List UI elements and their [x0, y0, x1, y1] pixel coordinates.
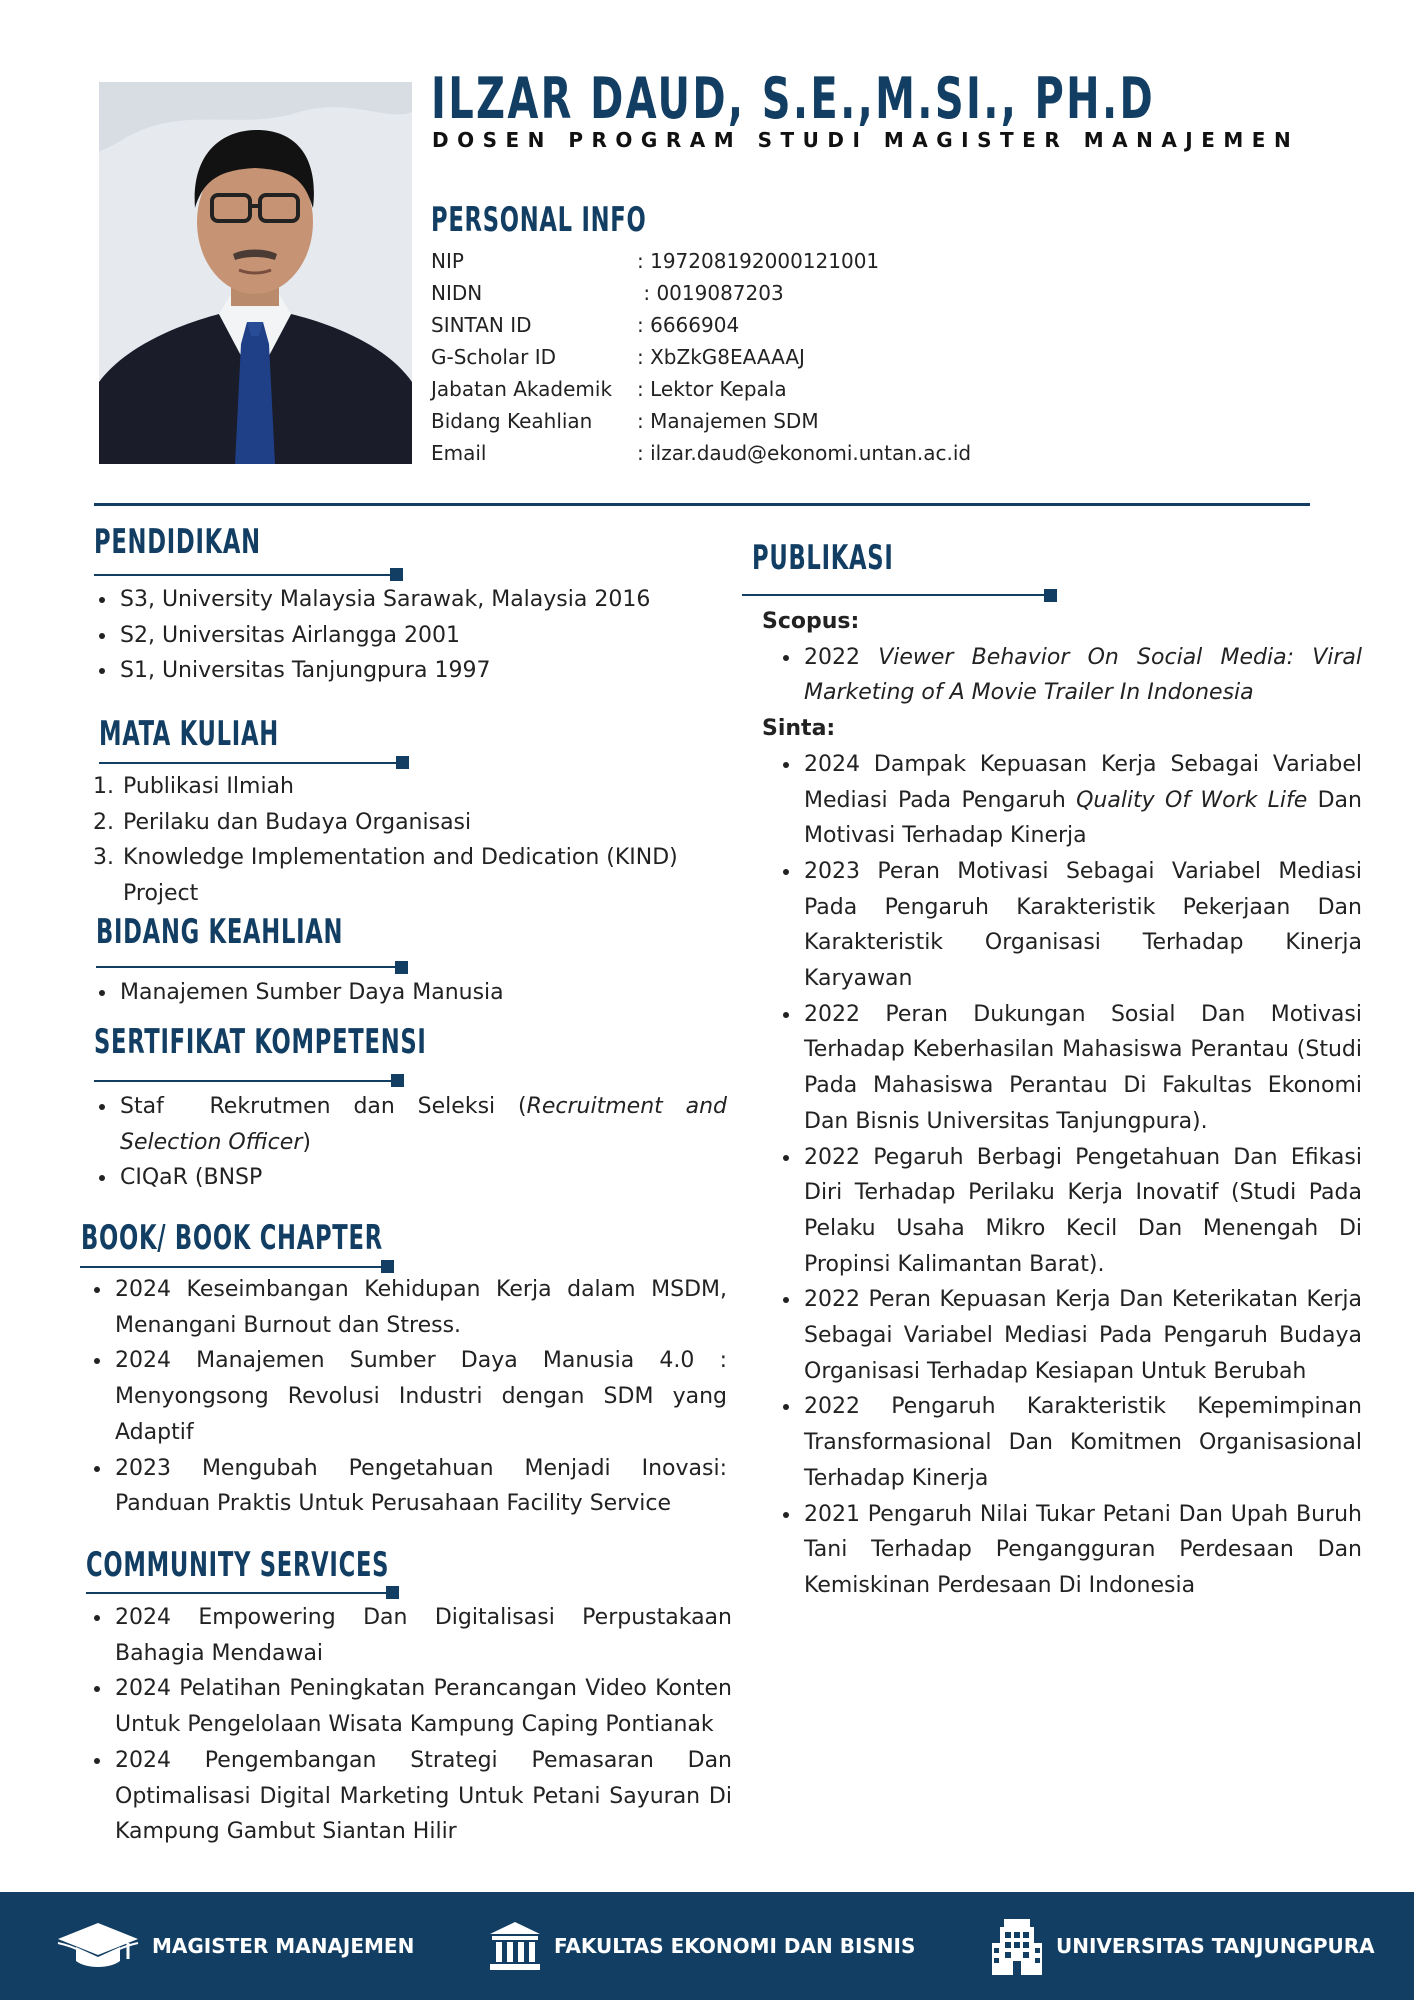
scopus-label: Scopus:: [762, 609, 860, 634]
list-item: • 2024 Pengembangan Strategi Pemasaran Dan Optimalisasi Digital Marketing Untuk Petani Sayuran Di Kampung Gambut Siantan Hilir: [113, 1743, 732, 1850]
info-row-sintan-id: [431, 309, 971, 341]
mata-kuliah-title: MATA KULIAH: [99, 714, 279, 754]
info-value: : XbZkG8EAAAAJ: [637, 345, 805, 369]
position-subtitle: DOSEN PROGRAM STUDI MAGISTER MANAJEMEN: [432, 128, 1300, 152]
info-value: : Manajemen SDM: [637, 409, 819, 433]
mata-kuliah-list: [94, 769, 734, 912]
graduation-cap-icon: [56, 1919, 140, 1973]
publication-italic-text: Quality Of Work Life: [1076, 787, 1308, 813]
book-list: [89, 1272, 727, 1522]
list-item: • 2021 Pengaruh Nilai Tukar Petani Dan Upah Buruh Tani Terhadap Pengangguran Perdesaan Dan Kemiskinan Perdesaan Di Indonesia: [802, 1497, 1362, 1604]
info-key: Email: [431, 441, 487, 465]
list-item: • 2024 Empowering Dan Digitalisasi Perpustakaan Bahagia Mendawai: [113, 1600, 732, 1671]
list-item: • S1, Universitas Tanjungpura 1997: [118, 653, 734, 689]
info-key: SINTAN ID: [431, 313, 532, 337]
publikasi-title: PUBLIKASI: [752, 538, 894, 578]
footer-item-magister: [56, 1892, 414, 2000]
section-underline-square: [1044, 589, 1057, 602]
section-underline-square: [396, 756, 409, 769]
section-underline: [94, 574, 394, 576]
bidang-keahlian-title: BIDANG KEAHLIAN: [96, 912, 344, 952]
publikasi-list: [762, 604, 1369, 1604]
list-item: • 2024 Pelatihan Peningkatan Perancangan Video Konten Untuk Pengelolaan Wisata Kampung Caping Pontianak: [113, 1671, 732, 1742]
list-item: • 2022 Peran Dukungan Sosial Dan Motivasi Terhadap Keberhasilan Mahasiswa Perantau (Studi Pada Mahasiswa Perantau Di Fakultas Ekonomi Dan Bisnis Universitas Tanjungpura).: [802, 997, 1362, 1140]
section-underline: [742, 594, 1052, 596]
info-key: NIDN: [431, 281, 483, 305]
info-value: : 197208192000121001: [637, 249, 880, 273]
header-divider: [94, 503, 1310, 506]
footer-label: MAGISTER MANAJEMEN: [152, 1934, 415, 1958]
section-underline: [86, 1592, 396, 1594]
community-title: COMMUNITY SERVICES: [86, 1545, 390, 1585]
list-item: • S2, Universitas Airlangga 2001: [118, 618, 734, 654]
section-underline: [94, 1080, 404, 1082]
section-underline-square: [386, 1586, 399, 1599]
institution-building-icon: [488, 1920, 542, 1972]
info-row-jabatan: [431, 373, 971, 405]
personal-info-table: [431, 245, 971, 469]
section-underline: [99, 762, 409, 764]
section-underline: [96, 966, 406, 968]
info-key: NIP: [431, 249, 464, 273]
list-item: • 2023 Mengubah Pengetahuan Menjadi Inovasi: Panduan Praktis Untuk Perusahaan Facility Service: [113, 1451, 727, 1522]
info-row-email: [431, 437, 971, 469]
list-item: • 2024 Manajemen Sumber Daya Manusia 4.0 : Menyongsong Revolusi Industri dengan SDM yang Adaptif: [113, 1343, 727, 1450]
pendidikan-title: PENDIDIKAN: [94, 522, 261, 562]
info-row-nidn: [431, 277, 971, 309]
list-item: 3. Knowledge Implementation and Dedication (KIND) Project: [121, 840, 734, 911]
list-item: [802, 747, 1369, 854]
section-underline-square: [391, 1074, 404, 1087]
list-item: 1. Publikasi Ilmiah: [121, 769, 734, 805]
footer-label: FAKULTAS EKONOMI DAN BISNIS: [554, 1934, 916, 1958]
publication-text: 2024 Dampak Kepuasan Kerja Sebagai Variabel Mediasi Pada Pengaruh: [804, 751, 1369, 813]
personal-info-title: PERSONAL INFO: [431, 200, 647, 240]
cert-text: ): [302, 1129, 311, 1155]
list-item: • 2023 Peran Motivasi Sebagai Variabel Mediasi Pada Pengaruh Karakteristik Pekerjaan Dan Karakteristik Organisasi Terhadap Kinerja Karyawan: [802, 854, 1362, 997]
info-key: G-Scholar ID: [431, 345, 557, 369]
list-item: • 2022 Peran Kepuasan Kerja Dan Keterikatan Kerja Sebagai Variabel Mediasi Pada Pengaruh Budaya Organisasi Terhadap Kesiapan Untuk Berubah: [802, 1282, 1362, 1389]
info-row-nip: [431, 245, 971, 277]
community-list: [89, 1600, 732, 1850]
list-item: • S3, University Malaysia Sarawak, Malaysia 2016: [118, 582, 734, 618]
info-key: Jabatan Akademik: [431, 377, 613, 401]
info-value: : 0019087203: [637, 281, 784, 305]
pendidikan-list: [94, 582, 734, 689]
publication-title: Viewer Behavior On Social Media: Viral Marketing of A Movie Trailer In Indonesia: [804, 644, 1362, 706]
info-value: : 6666904: [637, 313, 740, 337]
footer-item-universitas: [990, 1892, 1375, 2000]
university-building-icon: [990, 1915, 1044, 1977]
list-item: [802, 640, 1362, 711]
sertifikat-list: [94, 1089, 727, 1196]
section-underline-square: [395, 961, 408, 974]
cert-text: Staf Rekrutmen dan Seleksi (: [120, 1094, 527, 1119]
section-underline-square: [390, 568, 403, 581]
email-value: : ilzar.daud@ekonomi.untan.ac.id: [637, 441, 972, 465]
info-row-bidang: [431, 405, 971, 437]
list-item: • CIQaR (BNSP: [118, 1160, 727, 1196]
info-row-gscholar-id: [431, 341, 971, 373]
footer-bar: [0, 1892, 1414, 2000]
list-item: • 2022 Pegaruh Berbagi Pengetahuan Dan Efikasi Diri Terhadap Perilaku Kerja Inovatif (Studi Pada Pelaku Usaha Mikro Kecil Dan Menengah Di Propinsi Kalimantan Barat).: [802, 1140, 1362, 1283]
section-underline: [80, 1266, 390, 1268]
book-title: BOOK/ BOOK CHAPTER: [81, 1218, 383, 1258]
publication-text: Dan Motivasi Terhadap Kinerja: [804, 787, 1369, 849]
footer-item-fakultas: [488, 1892, 915, 2000]
footer-label: UNIVERSITAS TANJUNGPURA: [1056, 1934, 1375, 1958]
bidang-keahlian-list: [94, 975, 734, 1011]
list-item: • Manajemen Sumber Daya Manusia: [118, 975, 734, 1011]
person-name: ILZAR DAUD, S.E.,M.SI., PH.D: [431, 66, 1156, 132]
list-item: [118, 1089, 727, 1160]
list-item: 2. Perilaku dan Budaya Organisasi: [121, 805, 734, 841]
list-item: • 2022 Pengaruh Karakteristik Kepemimpinan Transformasional Dan Komitmen Organisasional Terhadap Kinerja: [802, 1389, 1362, 1496]
sinta-label: Sinta:: [762, 716, 836, 742]
list-item: • 2024 Keseimbangan Kehidupan Kerja dalam MSDM, Menangani Burnout dan Stress.: [113, 1272, 727, 1343]
publication-year: 2022: [804, 644, 879, 670]
info-value: : Lektor Kepala: [637, 377, 787, 401]
cert-italic-text: Recruitment and Selection Officer: [120, 1094, 727, 1155]
profile-photo: [99, 82, 412, 464]
person-portrait-image: [99, 82, 412, 464]
info-key: Bidang Keahlian: [431, 409, 593, 433]
sertifikat-title: SERTIFIKAT KOMPETENSI: [94, 1022, 427, 1062]
